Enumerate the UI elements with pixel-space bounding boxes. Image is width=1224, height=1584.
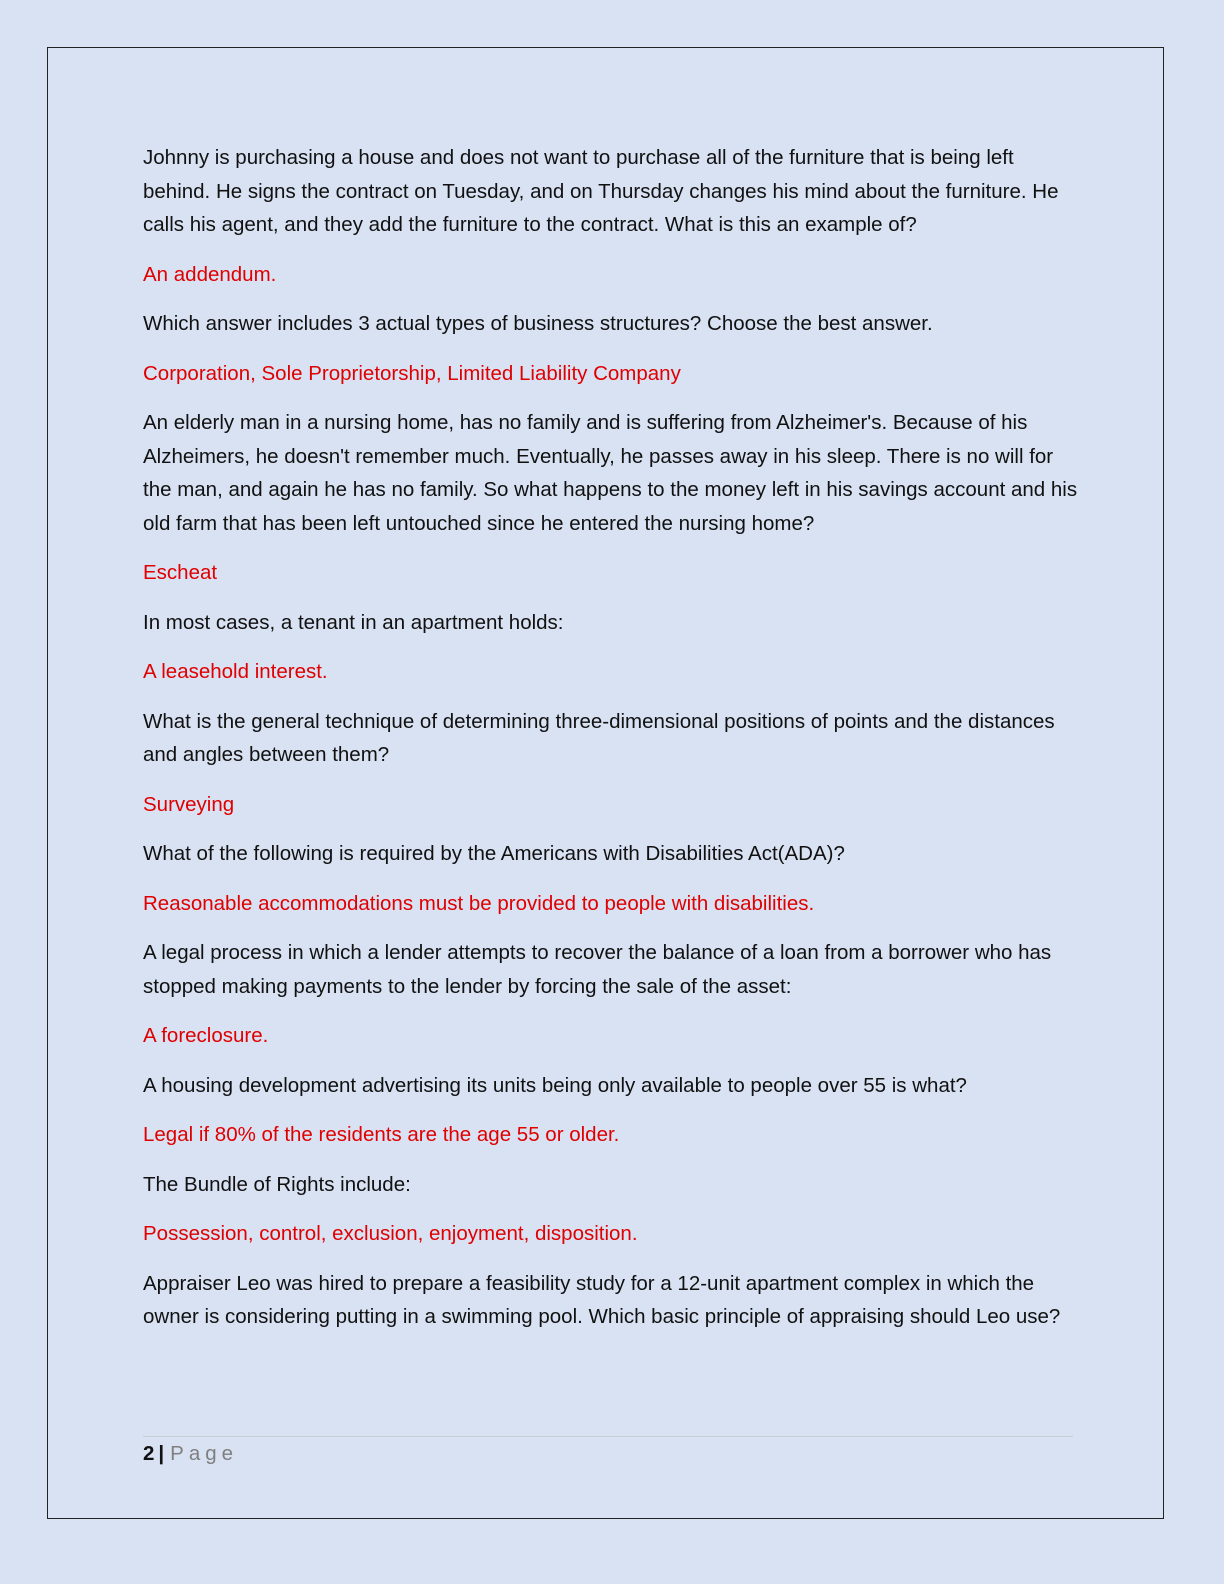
answer-1: An addendum.: [143, 262, 277, 286]
page-number: 2: [143, 1442, 155, 1465]
footer-divider: [143, 1436, 1073, 1437]
footer-separator: |: [158, 1442, 165, 1465]
question-4: In most cases, a tenant in an apartment holds:: [143, 610, 564, 634]
answer-8: Legal if 80% of the residents are the age 55 or older.: [143, 1123, 620, 1146]
answer-6: Reasonable accommodations must be provided to people with disabilities.: [143, 891, 815, 915]
document-body: [143, 141, 1078, 1350]
question-6: What of the following is required by the Americans with Disabilities Act(ADA)?: [143, 842, 845, 865]
answer-5: Surveying: [143, 792, 235, 816]
question-10: Appraiser Leo was hired to prepare a feasibility study for a 12-unit apartment complex in which the owner is considering putting in a swimming pool. Which basic principle of appraising should Leo use?: [143, 1271, 1061, 1328]
page-label: Page: [170, 1442, 239, 1465]
answer-9: Possession, control, exclusion, enjoyment, disposition.: [143, 1222, 638, 1245]
answer-7: A foreclosure.: [143, 1024, 269, 1047]
question-1: Johnny is purchasing a house and does not want to purchase all of the furniture that is being left behind. He signs the contract on Tuesday, and on Thursday changes his mind about the furniture. He calls his agent, and they add the furniture to the contract. What is this an example of?: [143, 146, 1059, 236]
question-2: Which answer includes 3 actual types of business structures? Choose the best answer.: [143, 312, 933, 335]
question-7: A legal process in which a lender attempts to recover the balance of a loan from a borrower who has stopped making payments to the lender by forcing the sale of the asset:: [143, 941, 1052, 998]
page-footer: [143, 1440, 238, 1468]
answer-4: A leasehold interest.: [143, 660, 328, 683]
answer-3: Escheat: [143, 561, 218, 584]
answer-2: Corporation, Sole Proprietorship, Limited Liability Company: [143, 361, 681, 385]
question-9: The Bundle of Rights include:: [143, 1172, 411, 1196]
question-8: A housing development advertising its units being only available to people over 55 is what?: [143, 1073, 967, 1097]
question-5: What is the general technique of determining three-dimensional positions of points and the distances and angles between them?: [143, 709, 1055, 766]
question-3: An elderly man in a nursing home, has no family and is suffering from Alzheimer's. Because of his Alzheimers, he doesn't remember much. Eventually, he passes away in his sleep. There is no will for the man, and again he has no family. So what happens to the money left in his savings account and his old farm that has been left untouched since he entered the nursing home?: [143, 411, 1078, 535]
